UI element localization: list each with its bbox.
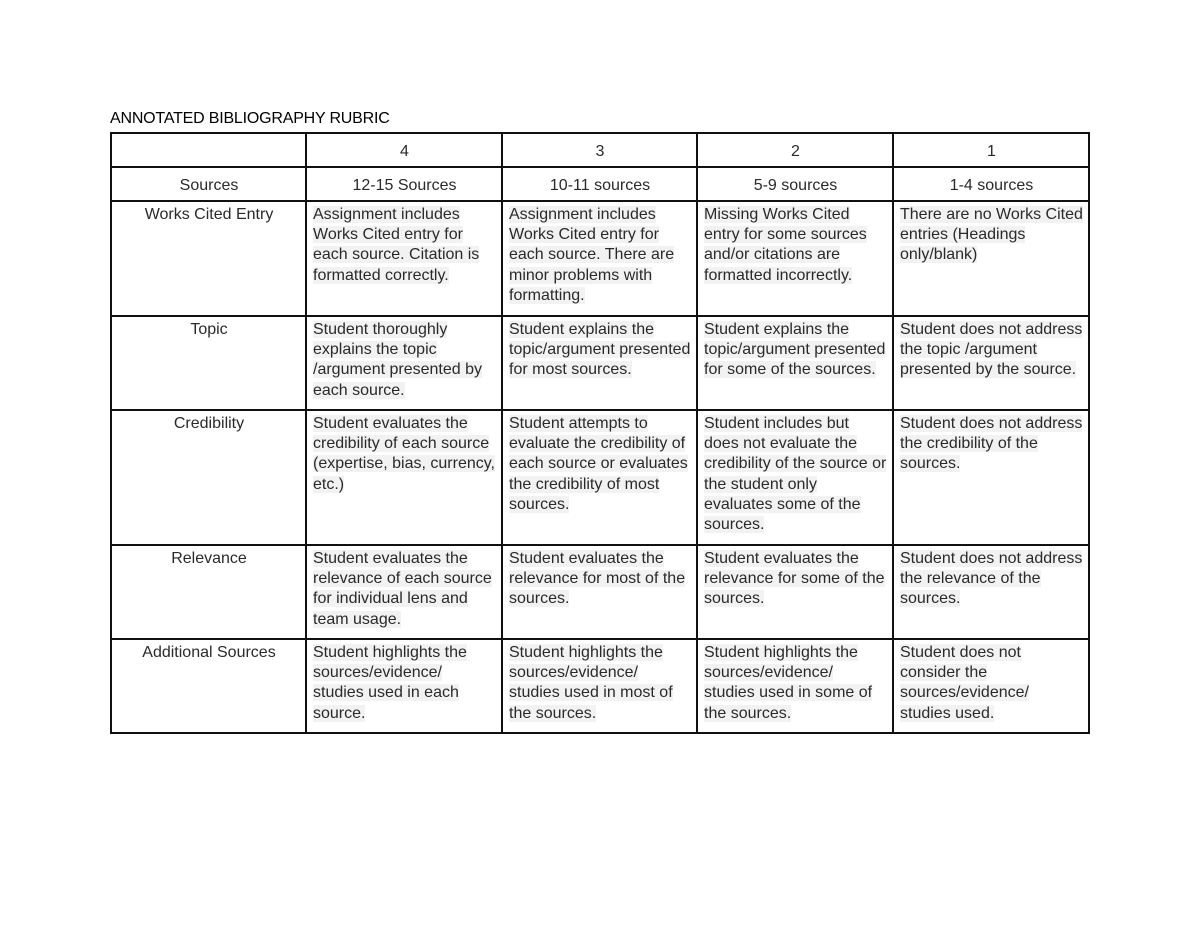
- score-1-header: 1: [893, 133, 1089, 167]
- rubric-cell: Missing Works Cited entry for some sources and/or citations are formatted incorrectly.: [697, 201, 893, 316]
- rubric-cell: Student thoroughly explains the topic /argument presented by each source.: [306, 316, 502, 410]
- score-2-header: 2: [697, 133, 893, 167]
- criterion-label: Additional Sources: [111, 639, 306, 733]
- rubric-cell: Student does not address the credibility of the sources.: [893, 410, 1089, 545]
- works-cited-row: [111, 201, 1089, 316]
- rubric-cell: Student includes but does not evaluate the credibility of the source or the student only evaluates some of the sources.: [697, 410, 893, 545]
- rubric-cell: Student does not consider the sources/evidence/ studies used.: [893, 639, 1089, 733]
- page-title: ANNOTATED BIBLIOGRAPHY RUBRIC: [110, 110, 390, 127]
- header-blank-cell: [111, 133, 306, 167]
- relevance-row: [111, 545, 1089, 639]
- criterion-label: Topic: [111, 316, 306, 410]
- rubric-cell: Student explains the topic/argument presented for some of the sources.: [697, 316, 893, 410]
- rubric-cell: Student does not address the topic /argument presented by the source.: [893, 316, 1089, 410]
- rubric-cell: Student attempts to evaluate the credibility of each source or evaluates the credibility of most sources.: [502, 410, 697, 545]
- rubric-cell: Student does not address the relevance of the sources.: [893, 545, 1089, 639]
- rubric-cell: Student evaluates the relevance for some of the sources.: [697, 545, 893, 639]
- rubric-cell: Assignment includes Works Cited entry for each source. There are minor problems with formatting.: [502, 201, 697, 316]
- rubric-cell: There are no Works Cited entries (Headings only/blank): [893, 201, 1089, 316]
- rubric-cell: Assignment includes Works Cited entry for each source. Citation is formatted correctly.: [306, 201, 502, 316]
- rubric-cell: Student highlights the sources/evidence/ studies used in some of the sources.: [697, 639, 893, 733]
- additional-sources-row: [111, 639, 1089, 733]
- sources-row: [111, 167, 1089, 201]
- credibility-row: [111, 410, 1089, 545]
- rubric-cell: 12-15 Sources: [306, 167, 502, 201]
- criterion-label: Sources: [111, 167, 306, 201]
- rubric-cell: Student evaluates the relevance for most of the sources.: [502, 545, 697, 639]
- rubric-cell: 1-4 sources: [893, 167, 1089, 201]
- criterion-label: Works Cited Entry: [111, 201, 306, 316]
- rubric-cell: Student highlights the sources/evidence/ studies used in most of the sources.: [502, 639, 697, 733]
- rubric-cell: Student evaluates the credibility of each source (expertise, bias, currency, etc.): [306, 410, 502, 545]
- rubric-table: [110, 132, 1090, 734]
- score-3-header: 3: [502, 133, 697, 167]
- topic-row: [111, 316, 1089, 410]
- score-4-header: 4: [306, 133, 502, 167]
- rubric-cell: Student highlights the sources/evidence/ studies used in each source.: [306, 639, 502, 733]
- rubric-cell: Student evaluates the relevance of each source for individual lens and team usage.: [306, 545, 502, 639]
- rubric-cell: Student explains the topic/argument presented for most sources.: [502, 316, 697, 410]
- rubric-cell: 5-9 sources: [697, 167, 893, 201]
- rubric-cell: 10-11 sources: [502, 167, 697, 201]
- score-header-row: [111, 133, 1089, 167]
- criterion-label: Relevance: [111, 545, 306, 639]
- criterion-label: Credibility: [111, 410, 306, 545]
